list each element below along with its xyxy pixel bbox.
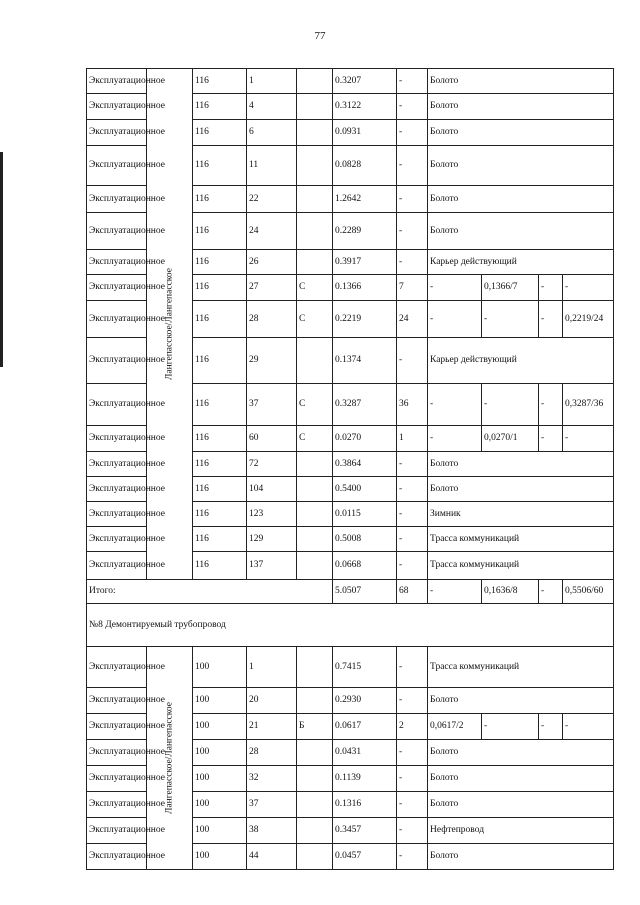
cluster-cell: 100 <box>193 818 247 844</box>
land-type-cell: Карьер действующий <box>428 250 614 275</box>
well-number-cell: 137 <box>247 552 297 580</box>
well-number-cell: 26 <box>247 250 297 275</box>
quantity-cell: - <box>397 120 428 146</box>
quantity-cell: - <box>397 146 428 186</box>
quantity-cell: 24 <box>397 301 428 338</box>
land-type-cell: Болото <box>428 146 614 186</box>
category-cell <box>297 844 333 870</box>
category-cell <box>297 146 333 186</box>
split-value-cell: 0,0617/2 <box>428 714 482 740</box>
area-cell: 0.1374 <box>333 338 397 384</box>
category-cell <box>297 740 333 766</box>
well-number-cell: 4 <box>247 94 297 120</box>
well-number-cell: 1 <box>247 647 297 688</box>
quantity-cell: - <box>397 338 428 384</box>
well-type-cell: Эксплуатационное <box>87 69 147 94</box>
quantity-cell: - <box>397 186 428 213</box>
well-number-cell: 37 <box>247 792 297 818</box>
quantity-cell: - <box>397 740 428 766</box>
area-cell: 1.2642 <box>333 186 397 213</box>
well-number-cell: 1 <box>247 69 297 94</box>
wells-table <box>86 68 614 870</box>
well-type-cell: Эксплуатационное <box>87 338 147 384</box>
well-number-cell: 72 <box>247 452 297 477</box>
land-type-cell: Болото <box>428 844 614 870</box>
well-type-cell: Эксплуатационное <box>87 527 147 552</box>
category-cell: С <box>297 301 333 338</box>
cluster-cell: 116 <box>193 384 247 426</box>
split-value-cell: - <box>539 426 563 452</box>
split-value-cell: 0,3287/36 <box>563 384 614 426</box>
cluster-cell: 116 <box>193 301 247 338</box>
well-type-cell: Эксплуатационное <box>87 275 147 301</box>
category-cell <box>297 477 333 502</box>
field-name-cell <box>147 69 193 580</box>
table-row <box>87 647 614 688</box>
land-type-cell: Болото <box>428 120 614 146</box>
quantity-cell: - <box>397 527 428 552</box>
cluster-cell: 116 <box>193 502 247 527</box>
scan-edge-mark <box>0 152 3 367</box>
well-number-cell: 27 <box>247 275 297 301</box>
quantity-cell: - <box>397 792 428 818</box>
cluster-cell: 116 <box>193 426 247 452</box>
quantity-cell: - <box>397 552 428 580</box>
category-cell <box>297 792 333 818</box>
cluster-cell: 116 <box>193 213 247 250</box>
land-type-cell: Болото <box>428 213 614 250</box>
area-cell: 0.5400 <box>333 477 397 502</box>
well-type-cell: Эксплуатационное <box>87 186 147 213</box>
cluster-cell: 116 <box>193 186 247 213</box>
category-cell <box>297 502 333 527</box>
cluster-cell: 116 <box>193 146 247 186</box>
area-cell: 0.0457 <box>333 844 397 870</box>
split-value-cell: 0,0270/1 <box>482 426 539 452</box>
quantity-cell: - <box>397 213 428 250</box>
cluster-cell: 100 <box>193 740 247 766</box>
area-cell: 0.3207 <box>333 69 397 94</box>
quantity-cell: 7 <box>397 275 428 301</box>
area-cell: 0.0115 <box>333 502 397 527</box>
cluster-cell: 116 <box>193 477 247 502</box>
cluster-cell: 116 <box>193 338 247 384</box>
area-cell: 0.5008 <box>333 527 397 552</box>
well-number-cell: 20 <box>247 688 297 714</box>
category-cell <box>297 213 333 250</box>
area-cell: 0.0828 <box>333 146 397 186</box>
area-cell: 0.0668 <box>333 552 397 580</box>
quantity-cell: 36 <box>397 384 428 426</box>
category-cell: С <box>297 426 333 452</box>
split-value-cell: - <box>428 301 482 338</box>
well-type-cell: Эксплуатационное <box>87 844 147 870</box>
well-number-cell: 104 <box>247 477 297 502</box>
split-value-cell: - <box>428 275 482 301</box>
cluster-cell: 116 <box>193 69 247 94</box>
total-label: Итого: <box>87 580 333 604</box>
quantity-cell: - <box>397 688 428 714</box>
category-cell <box>297 120 333 146</box>
area-cell: 0.0270 <box>333 426 397 452</box>
area-cell: 0.3457 <box>333 818 397 844</box>
total-split-value: - <box>539 580 563 604</box>
land-type-cell: Болото <box>428 94 614 120</box>
total-row <box>87 580 614 604</box>
split-value-cell: - <box>428 426 482 452</box>
well-number-cell: 11 <box>247 146 297 186</box>
area-cell: 0.3917 <box>333 250 397 275</box>
cluster-cell: 116 <box>193 552 247 580</box>
well-type-cell: Эксплуатационное <box>87 714 147 740</box>
total-split-value: 0,5506/60 <box>563 580 614 604</box>
split-value-cell: - <box>539 275 563 301</box>
category-cell <box>297 338 333 384</box>
well-number-cell: 24 <box>247 213 297 250</box>
area-cell: 0.0617 <box>333 714 397 740</box>
category-cell <box>297 647 333 688</box>
field-name-cell <box>147 647 193 870</box>
land-type-cell: Трасса коммуникаций <box>428 552 614 580</box>
well-number-cell: 32 <box>247 766 297 792</box>
area-cell: 0.2219 <box>333 301 397 338</box>
well-type-cell: Эксплуатационное <box>87 477 147 502</box>
well-type-cell: Эксплуатационное <box>87 213 147 250</box>
category-cell: С <box>297 275 333 301</box>
quantity-cell: - <box>397 477 428 502</box>
well-type-cell: Эксплуатационное <box>87 452 147 477</box>
land-type-cell: Болото <box>428 792 614 818</box>
cluster-cell: 100 <box>193 647 247 688</box>
land-type-cell: Карьер действующий <box>428 338 614 384</box>
well-number-cell: 123 <box>247 502 297 527</box>
category-cell <box>297 69 333 94</box>
category-cell <box>297 766 333 792</box>
table-row <box>87 69 614 94</box>
well-number-cell: 60 <box>247 426 297 452</box>
category-cell <box>297 818 333 844</box>
area-cell: 0.0931 <box>333 120 397 146</box>
split-value-cell: - <box>482 384 539 426</box>
category-cell <box>297 250 333 275</box>
well-type-cell: Эксплуатационное <box>87 792 147 818</box>
cluster-cell: 100 <box>193 688 247 714</box>
split-value-cell: - <box>539 384 563 426</box>
total-quantity: 68 <box>397 580 428 604</box>
quantity-cell: - <box>397 647 428 688</box>
category-cell <box>297 452 333 477</box>
well-number-cell: 28 <box>247 740 297 766</box>
land-type-cell: Трасса коммуникаций <box>428 527 614 552</box>
well-number-cell: 28 <box>247 301 297 338</box>
well-number-cell: 29 <box>247 338 297 384</box>
land-type-cell: Зимник <box>428 502 614 527</box>
split-value-cell: - <box>539 301 563 338</box>
well-number-cell: 129 <box>247 527 297 552</box>
category-cell <box>297 186 333 213</box>
split-value-cell: - <box>563 714 614 740</box>
quantity-cell: - <box>397 502 428 527</box>
quantity-cell: 2 <box>397 714 428 740</box>
quantity-cell: 1 <box>397 426 428 452</box>
well-type-cell: Эксплуатационное <box>87 818 147 844</box>
cluster-cell: 100 <box>193 844 247 870</box>
category-cell <box>297 94 333 120</box>
total-area: 5.0507 <box>333 580 397 604</box>
quantity-cell: - <box>397 69 428 94</box>
quantity-cell: - <box>397 766 428 792</box>
section-row <box>87 604 614 647</box>
quantity-cell: - <box>397 250 428 275</box>
land-type-cell: Нефтепровод <box>428 818 614 844</box>
cluster-cell: 100 <box>193 792 247 818</box>
land-type-cell: Трасса коммуникаций <box>428 647 614 688</box>
quantity-cell: - <box>397 452 428 477</box>
split-value-cell: 0,2219/24 <box>563 301 614 338</box>
well-type-cell: Эксплуатационное <box>87 146 147 186</box>
well-number-cell: 22 <box>247 186 297 213</box>
total-split-value: 0,1636/8 <box>482 580 539 604</box>
area-cell: 0.2289 <box>333 213 397 250</box>
area-cell: 0.7415 <box>333 647 397 688</box>
total-split-value: - <box>428 580 482 604</box>
area-cell: 0.3864 <box>333 452 397 477</box>
quantity-cell: - <box>397 818 428 844</box>
area-cell: 0.3287 <box>333 384 397 426</box>
well-type-cell: Эксплуатационное <box>87 94 147 120</box>
area-cell: 0.3122 <box>333 94 397 120</box>
well-type-cell: Эксплуатационное <box>87 766 147 792</box>
well-type-cell: Эксплуатационное <box>87 426 147 452</box>
well-type-cell: Эксплуатационное <box>87 688 147 714</box>
well-type-cell: Эксплуатационное <box>87 552 147 580</box>
cluster-cell: 116 <box>193 275 247 301</box>
well-number-cell: 38 <box>247 818 297 844</box>
category-cell <box>297 527 333 552</box>
well-type-cell: Эксплуатационное <box>87 301 147 338</box>
quantity-cell: - <box>397 94 428 120</box>
land-type-cell: Болото <box>428 69 614 94</box>
split-value-cell: - <box>563 275 614 301</box>
split-value-cell: - <box>482 714 539 740</box>
cluster-cell: 116 <box>193 94 247 120</box>
cluster-cell: 116 <box>193 250 247 275</box>
well-number-cell: 44 <box>247 844 297 870</box>
field-name-label: Лангепасское/Лангепасское <box>164 267 174 381</box>
land-type-cell: Болото <box>428 740 614 766</box>
page-number: 77 <box>314 30 326 42</box>
category-cell <box>297 688 333 714</box>
cluster-cell: 116 <box>193 527 247 552</box>
split-value-cell: - <box>482 301 539 338</box>
split-value-cell: 0,1366/7 <box>482 275 539 301</box>
well-type-cell: Эксплуатационное <box>87 250 147 275</box>
split-value-cell: - <box>539 714 563 740</box>
land-type-cell: Болото <box>428 452 614 477</box>
category-cell <box>297 552 333 580</box>
land-type-cell: Болото <box>428 766 614 792</box>
well-number-cell: 6 <box>247 120 297 146</box>
well-number-cell: 21 <box>247 714 297 740</box>
land-type-cell: Болото <box>428 477 614 502</box>
quantity-cell: - <box>397 844 428 870</box>
well-type-cell: Эксплуатационное <box>87 502 147 527</box>
land-type-cell: Болото <box>428 688 614 714</box>
well-type-cell: Эксплуатационное <box>87 740 147 766</box>
well-type-cell: Эксплуатационное <box>87 647 147 688</box>
category-cell: С <box>297 384 333 426</box>
well-type-cell: Эксплуатационное <box>87 384 147 426</box>
split-value-cell: - <box>428 384 482 426</box>
split-value-cell: - <box>563 426 614 452</box>
section-title: №8 Демонтируемый трубопровод <box>87 604 614 647</box>
area-cell: 0.0431 <box>333 740 397 766</box>
area-cell: 0.1366 <box>333 275 397 301</box>
area-cell: 0.1316 <box>333 792 397 818</box>
well-type-cell: Эксплуатационное <box>87 120 147 146</box>
cluster-cell: 116 <box>193 452 247 477</box>
well-number-cell: 37 <box>247 384 297 426</box>
cluster-cell: 100 <box>193 766 247 792</box>
cluster-cell: 100 <box>193 714 247 740</box>
category-cell: Б <box>297 714 333 740</box>
cluster-cell: 116 <box>193 120 247 146</box>
field-name-label: Лангепасское/Лангепасское <box>164 701 174 815</box>
land-type-cell: Болото <box>428 186 614 213</box>
area-cell: 0.1139 <box>333 766 397 792</box>
area-cell: 0.2930 <box>333 688 397 714</box>
